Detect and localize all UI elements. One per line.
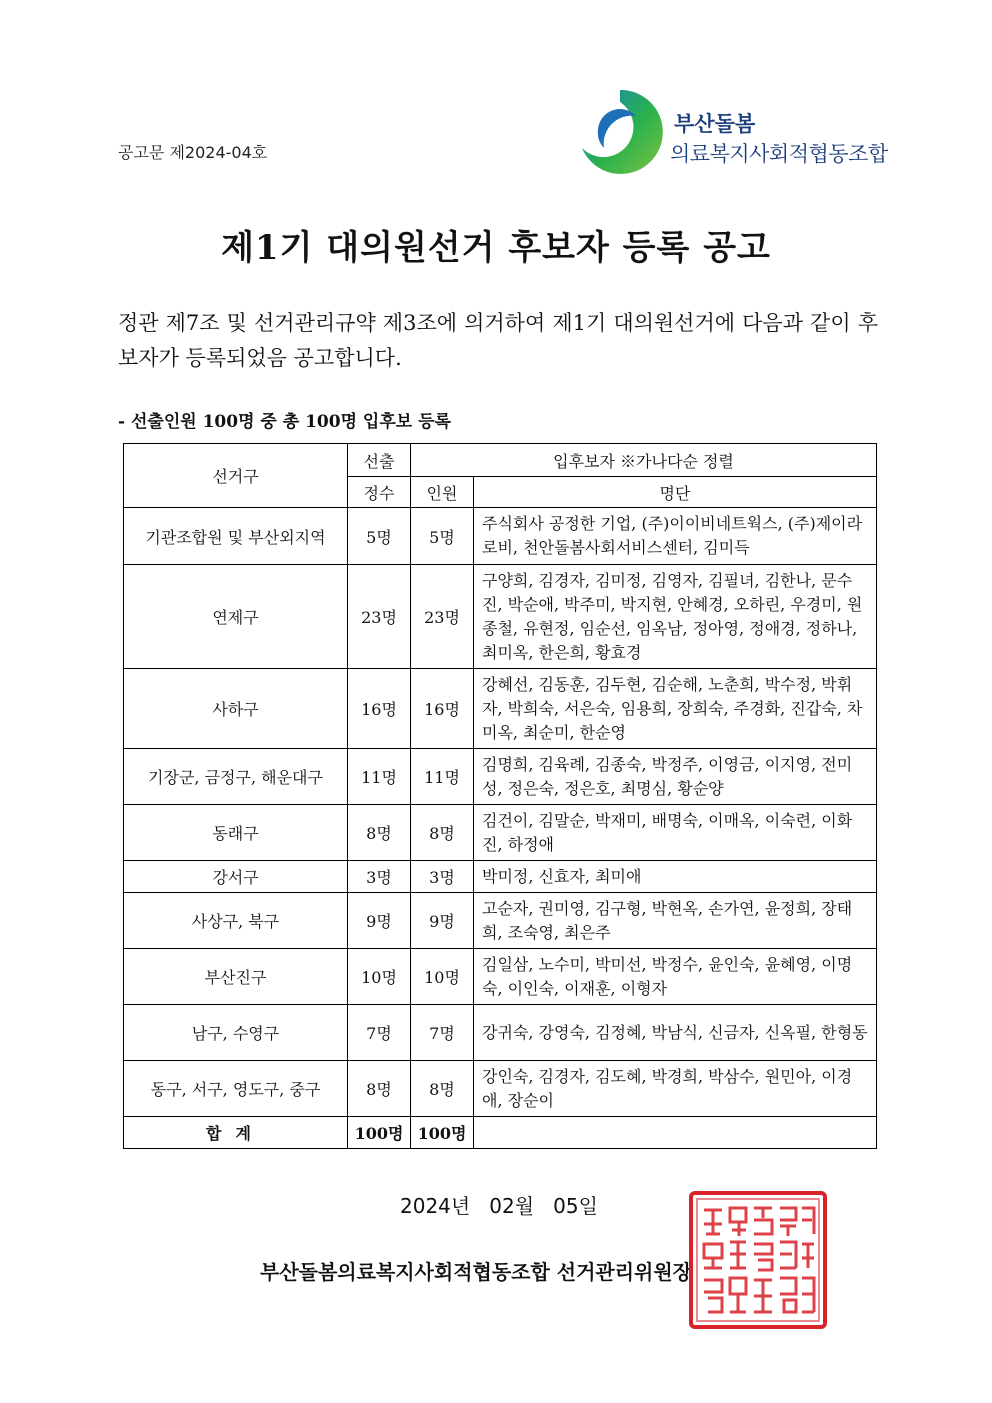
district-cell: 강서구 bbox=[124, 861, 348, 893]
total-label: 합계 bbox=[124, 1117, 348, 1149]
seats-cell: 8명 bbox=[348, 1061, 411, 1117]
header-seats-line2: 정수 bbox=[348, 477, 411, 508]
table-row bbox=[124, 861, 877, 893]
names-cell: 주식회사 공정한 기업, (주)이이비네트웍스, (주)제이라로비, 천안돌봄사회서비스센터, 김미득 bbox=[474, 508, 877, 565]
logo-line2: 의료복지사회적협동조합 bbox=[670, 142, 888, 166]
district-cell: 사하구 bbox=[124, 669, 348, 749]
table-row bbox=[124, 749, 877, 805]
candidate-table bbox=[123, 443, 877, 1149]
seats-cell: 3명 bbox=[348, 861, 411, 893]
count-cell: 7명 bbox=[411, 1005, 474, 1061]
circular-swoosh-logo-icon bbox=[574, 86, 666, 178]
header-seats-line1: 선출 bbox=[348, 444, 411, 477]
table-row bbox=[124, 949, 877, 1005]
seats-cell: 10명 bbox=[348, 949, 411, 1005]
names-cell: 강혜선, 김동훈, 김두현, 김순해, 노춘희, 박수정, 박휘자, 박희숙, 서은숙, 임용희, 장희숙, 주경화, 진갑숙, 차미옥, 최순미, 한순영 bbox=[474, 669, 877, 749]
names-cell: 김일삼, 노수미, 박미선, 박정수, 윤인숙, 윤혜영, 이명숙, 이인숙, 이재훈, 이형자 bbox=[474, 949, 877, 1005]
table-row bbox=[124, 669, 877, 749]
count-cell: 5명 bbox=[411, 508, 474, 565]
count-cell: 8명 bbox=[411, 1061, 474, 1117]
count-cell: 23명 bbox=[411, 565, 474, 669]
seats-cell: 23명 bbox=[348, 565, 411, 669]
table-row bbox=[124, 508, 877, 565]
table-row bbox=[124, 1005, 877, 1061]
seats-cell: 7명 bbox=[348, 1005, 411, 1061]
count-cell: 9명 bbox=[411, 893, 474, 949]
district-cell: 남구, 수영구 bbox=[124, 1005, 348, 1061]
names-cell: 고순자, 권미영, 김구형, 박현옥, 손가연, 윤정희, 장태희, 조숙영, 최은주 bbox=[474, 893, 877, 949]
count-cell: 16명 bbox=[411, 669, 474, 749]
official-red-seal-icon bbox=[688, 1190, 828, 1334]
seats-cell: 11명 bbox=[348, 749, 411, 805]
district-cell: 동래구 bbox=[124, 805, 348, 861]
header-district: 선거구 bbox=[124, 444, 348, 508]
count-cell: 11명 bbox=[411, 749, 474, 805]
logo-line1: 부산돌봄 bbox=[674, 112, 756, 136]
seats-cell: 8명 bbox=[348, 805, 411, 861]
district-cell: 기관조합원 및 부산외지역 bbox=[124, 508, 348, 565]
names-cell: 강귀숙, 강영숙, 김정혜, 박남식, 신금자, 신옥필, 한형동 bbox=[474, 1005, 877, 1061]
committee-signature: 부산돌봄의료복지사회적협동조합 선거관리위원장 bbox=[260, 1260, 693, 1284]
table-row bbox=[124, 1061, 877, 1117]
seats-cell: 16명 bbox=[348, 669, 411, 749]
seats-cell: 5명 bbox=[348, 508, 411, 565]
announcement-body: 정관 제7조 및 선거관리규약 제3조에 의거하여 제1기 대의원선거에 다음과 같이 후보자가 등록되었음 공고합니다. bbox=[118, 311, 878, 370]
registration-summary: - 선출인원 100명 중 총 100명 입후보 등록 bbox=[118, 412, 451, 432]
district-cell: 사상구, 북구 bbox=[124, 893, 348, 949]
table-row bbox=[124, 565, 877, 669]
district-cell: 동구, 서구, 영도구, 중구 bbox=[124, 1061, 348, 1117]
table-row bbox=[124, 805, 877, 861]
total-names-empty bbox=[474, 1117, 877, 1149]
organization-logo bbox=[574, 86, 888, 176]
seats-cell: 9명 bbox=[348, 893, 411, 949]
notice-number: 공고문 제2024-04호 bbox=[118, 143, 268, 162]
header-count: 인원 bbox=[411, 477, 474, 508]
names-cell: 강인숙, 김경자, 김도혜, 박경희, 박삼수, 원민아, 이경애, 장순이 bbox=[474, 1061, 877, 1117]
count-cell: 3명 bbox=[411, 861, 474, 893]
district-cell: 연제구 bbox=[124, 565, 348, 669]
table-row bbox=[124, 893, 877, 949]
names-cell: 김명희, 김육례, 김종숙, 박정주, 이영금, 이지영, 전미성, 정은숙, 정은호, 최명심, 황순양 bbox=[474, 749, 877, 805]
total-seats: 100명 bbox=[348, 1117, 411, 1149]
names-cell: 구양희, 김경자, 김미정, 김영자, 김필녀, 김한나, 문수진, 박순애, 박주미, 박지현, 안혜경, 오하린, 우경미, 원종철, 유현정, 임순선, 임옥남, 정아영, 정애경, 정하나, 최미옥, 한은희, 황효경 bbox=[474, 565, 877, 669]
names-cell: 김건이, 김말순, 박재미, 배명숙, 이매옥, 이숙련, 이화진, 하정애 bbox=[474, 805, 877, 861]
district-cell: 부산진구 bbox=[124, 949, 348, 1005]
header-names: 명단 bbox=[474, 477, 877, 508]
count-cell: 10명 bbox=[411, 949, 474, 1005]
district-cell: 기장군, 금정구, 해운대구 bbox=[124, 749, 348, 805]
total-row bbox=[124, 1117, 877, 1149]
header-candidates: 입후보자 ※가나다순 정렬 bbox=[411, 444, 877, 477]
total-count: 100명 bbox=[411, 1117, 474, 1149]
page-title: 제1기 대의원선거 후보자 등록 공고 bbox=[221, 228, 771, 268]
announcement-date: 2024년 02월 05일 bbox=[400, 1194, 598, 1218]
names-cell: 박미정, 신효자, 최미애 bbox=[474, 861, 877, 893]
count-cell: 8명 bbox=[411, 805, 474, 861]
